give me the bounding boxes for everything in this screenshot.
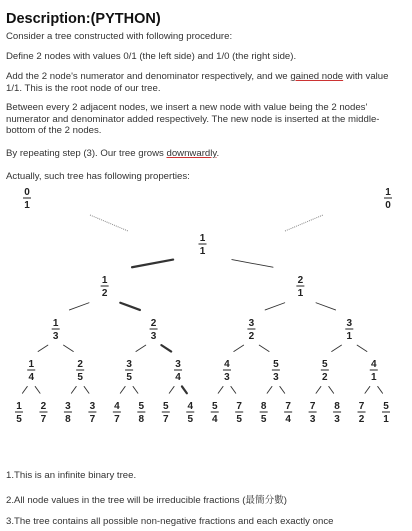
tree-edge-L3-n5-c0	[267, 386, 272, 393]
tree-node-L1-n1-denominator: 1	[297, 288, 304, 299]
tree-edge-L3-n1-c0	[71, 386, 76, 393]
tree-node-L3-n6-numerator: 5	[322, 359, 328, 370]
tree-node-L4-n10	[260, 401, 268, 425]
tree-node-L4-n1-denominator: 7	[40, 414, 47, 425]
tree-node-L3-n4	[223, 359, 231, 383]
tree-node-L4-n13-denominator: 3	[334, 414, 340, 425]
tree-node-L3-n3-numerator: 3	[175, 359, 181, 370]
tree-node-L1-n1-numerator: 2	[297, 275, 304, 286]
property-2: 2.All node values in the tree will be irreducible fractions (最簡分數)	[6, 495, 288, 506]
tree-node-L3-n0	[27, 359, 35, 383]
tree-node-L4-n9	[235, 401, 243, 425]
tree-node-L2-n1-denominator: 3	[150, 331, 157, 342]
side-node-left	[23, 187, 31, 211]
tree-node-L1-n0-denominator: 2	[101, 288, 108, 299]
tree-node-L4-n5-denominator: 8	[138, 414, 145, 425]
tree-edge-L3-n7-c0	[365, 386, 370, 393]
property-3: 3.The tree contains all possible non-negative fractions and each exactly once	[6, 516, 334, 527]
downwardly-link: downwardly	[166, 148, 217, 159]
step-4-text	[6, 148, 402, 160]
properties-intro: Actually, such tree has following properties:	[6, 171, 190, 182]
tree-node-L4-n8-numerator: 5	[211, 401, 218, 412]
tree-edge-L3-n5-c1	[280, 386, 285, 393]
step-2-before: Add the 2 node's numerator and denominator respectively, and we	[6, 71, 291, 82]
tree-node-L3-n7-denominator: 1	[370, 372, 377, 383]
tree-node-L3-n2	[125, 359, 133, 383]
tree-edge-L0-n0-c1	[232, 260, 273, 268]
side-node-right-denominator: 0	[385, 200, 391, 211]
step-4-after: .	[216, 148, 220, 159]
tree-node-L4-n11-denominator: 4	[285, 414, 291, 425]
tree-node-L4-n7-numerator: 4	[187, 401, 194, 412]
tree-edge-L3-n6-c1	[329, 386, 334, 393]
tree-node-L3-n5	[272, 359, 280, 383]
tree-node-L4-n12	[309, 401, 317, 425]
tree-node-L4-n1-numerator: 2	[40, 401, 47, 412]
tree-node-L4-n9-denominator: 5	[236, 414, 242, 425]
gained-node-link: gained node	[290, 71, 344, 82]
tree-edge-L3-n3-c1	[182, 386, 187, 393]
tree-node-L4-n10-denominator: 5	[260, 414, 267, 425]
step-2-text	[6, 71, 402, 94]
tree-node-L4-n10-numerator: 8	[260, 401, 267, 412]
step-4-before: By repeating step (3). Our tree grows	[6, 148, 167, 159]
tree-node-L4-n6-denominator: 7	[163, 414, 169, 425]
tree-node-L4-n11-numerator: 7	[285, 401, 291, 412]
tree-node-L4-n4	[113, 401, 121, 425]
step-3-text: Between every 2 adjacent nodes, we insert a new node with value being the 2 nodes' numerator and denominator added respectively. The new node is inserted at the middle-bottom of the 2 nodes.	[6, 102, 380, 136]
tree-node-L4-n15-denominator: 1	[383, 414, 389, 425]
side-link-left	[90, 215, 128, 231]
step-1-text: Define 2 nodes with values 0/1 (the left side) and 1/0 (the right side).	[6, 51, 297, 62]
tree-node-L4-n13-numerator: 8	[334, 401, 340, 412]
tree-node-L4-n11	[284, 401, 292, 425]
tree-node-L0-n0	[199, 233, 207, 257]
tree-node-L3-n4-numerator: 4	[224, 359, 230, 370]
tree-edge-L3-n7-c1	[378, 386, 383, 393]
tree-edge-L3-n3-c0	[169, 386, 174, 393]
tree-node-L4-n3	[88, 401, 96, 425]
tree-node-L1-n0-numerator: 1	[101, 275, 108, 286]
tree-node-L4-n14-denominator: 2	[358, 414, 365, 425]
tree-node-L3-n1	[76, 359, 84, 383]
side-node-left-numerator: 0	[24, 187, 30, 198]
tree-node-L0-n0-numerator: 1	[199, 233, 206, 244]
intro-text: Consider a tree constructed with following procedure:	[6, 31, 233, 42]
tree-edge-L2-n0-c1	[64, 345, 74, 351]
tree-node-L4-n3-numerator: 3	[89, 401, 96, 412]
tree-edge-L2-n3-c1	[357, 345, 367, 351]
tree-node-L4-n0-denominator: 5	[16, 414, 22, 425]
tree-node-L2-n3	[345, 318, 353, 342]
tree-node-L2-n2-denominator: 2	[248, 331, 255, 342]
tree-node-L3-n6	[321, 359, 329, 383]
tree-node-L2-n2-numerator: 3	[248, 318, 255, 329]
tree-node-L2-n1	[150, 318, 158, 342]
tree-edge-L3-n0-c0	[22, 386, 27, 393]
tree-node-L4-n8-denominator: 4	[211, 414, 218, 425]
tree-edge-L3-n6-c0	[316, 386, 321, 393]
tree-node-L4-n12-numerator: 7	[309, 401, 316, 412]
tree-node-L1-n1	[296, 275, 304, 299]
page-title: Description:(PYTHON)	[6, 11, 161, 27]
tree-node-L4-n5	[137, 401, 145, 425]
tree-node-L3-n1-denominator: 5	[77, 372, 83, 383]
tree-edge-L2-n1-c1	[161, 345, 171, 351]
tree-edge-L1-n1-c0	[265, 303, 285, 310]
tree-node-L4-n12-denominator: 3	[309, 414, 316, 425]
tree-node-L4-n3-denominator: 7	[89, 414, 96, 425]
tree-edge-L3-n0-c1	[35, 386, 40, 393]
tree-node-L4-n9-numerator: 7	[236, 401, 242, 412]
tree-node-L4-n4-denominator: 7	[114, 414, 120, 425]
tree-node-L4-n6-numerator: 5	[163, 401, 169, 412]
step-2-after: with value 1/1. This is the root node of our tree.	[6, 71, 389, 94]
tree-edge-L2-n2-c1	[259, 345, 269, 351]
tree-edge-L2-n0-c0	[38, 345, 48, 351]
tree-edge-L2-n1-c0	[136, 345, 146, 351]
tree-node-L4-n2-numerator: 3	[65, 401, 71, 412]
tree-node-L3-n2-numerator: 3	[126, 359, 132, 370]
tree-node-L4-n0	[15, 401, 23, 425]
side-node-left-denominator: 1	[24, 200, 30, 211]
side-node-right	[384, 187, 392, 211]
tree-node-L4-n2	[64, 401, 72, 425]
tree-node-L4-n0-numerator: 1	[16, 401, 22, 412]
tree-node-L2-n0	[52, 318, 60, 342]
tree-node-L4-n15	[382, 401, 390, 425]
tree-node-L2-n0-numerator: 1	[52, 318, 59, 329]
tree-edge-L1-n0-c0	[69, 303, 89, 310]
tree-node-L4-n13	[333, 401, 341, 425]
tree-node-L4-n5-numerator: 5	[138, 401, 145, 412]
tree-node-L4-n4-numerator: 4	[114, 401, 120, 412]
tree-node-L3-n0-numerator: 1	[28, 359, 35, 370]
tree-edge-L3-n4-c1	[231, 386, 236, 393]
tree-edge-L3-n2-c1	[133, 386, 138, 393]
tree-node-L3-n5-numerator: 5	[273, 359, 279, 370]
tree-node-L4-n2-denominator: 8	[65, 414, 71, 425]
property-1: 1.This is an infinite binary tree.	[6, 470, 137, 481]
tree-node-L1-n0	[101, 275, 109, 299]
tree-edge-L2-n2-c0	[234, 345, 244, 351]
tree-edge-L1-n1-c1	[316, 303, 336, 310]
tree-node-L3-n4-denominator: 3	[224, 372, 230, 383]
tree-node-L4-n8	[211, 401, 219, 425]
tree-node-L2-n2	[247, 318, 255, 342]
tree-node-L4-n7	[186, 401, 194, 425]
tree-edge-L3-n1-c1	[84, 386, 89, 393]
tree-edge-L3-n2-c0	[120, 386, 125, 393]
tree-node-L3-n3	[174, 359, 182, 383]
tree-node-L4-n14	[358, 401, 366, 425]
tree-node-L3-n3-denominator: 4	[175, 372, 181, 383]
tree-edge-L2-n3-c0	[332, 345, 342, 351]
tree-node-L4-n1	[39, 401, 47, 425]
tree-edge-L1-n0-c1	[120, 303, 140, 310]
tree-edge-L0-n0-c0	[132, 260, 173, 268]
tree-node-L2-n3-denominator: 1	[346, 331, 353, 342]
tree-node-L4-n7-denominator: 5	[187, 414, 194, 425]
tree-node-L3-n7	[370, 359, 378, 383]
tree-node-L3-n5-denominator: 3	[273, 372, 279, 383]
tree-node-L3-n1-numerator: 2	[77, 359, 83, 370]
tree-node-L3-n7-numerator: 4	[370, 359, 377, 370]
tree-node-L3-n2-denominator: 5	[126, 372, 132, 383]
tree-node-L3-n6-denominator: 2	[322, 372, 328, 383]
tree-node-L2-n0-denominator: 3	[52, 331, 59, 342]
tree-node-L3-n0-denominator: 4	[28, 372, 35, 383]
side-link-right	[285, 215, 323, 231]
tree-node-L4-n14-numerator: 7	[358, 401, 365, 412]
side-node-right-numerator: 1	[385, 187, 391, 198]
tree-node-L0-n0-denominator: 1	[199, 246, 206, 257]
tree-node-L4-n15-numerator: 5	[383, 401, 389, 412]
stern-brocot-tree-diagram	[0, 185, 412, 455]
tree-edge-L3-n4-c0	[218, 386, 223, 393]
tree-node-L4-n6	[162, 401, 170, 425]
tree-node-L2-n1-numerator: 2	[150, 318, 157, 329]
tree-node-L2-n3-numerator: 3	[346, 318, 353, 329]
